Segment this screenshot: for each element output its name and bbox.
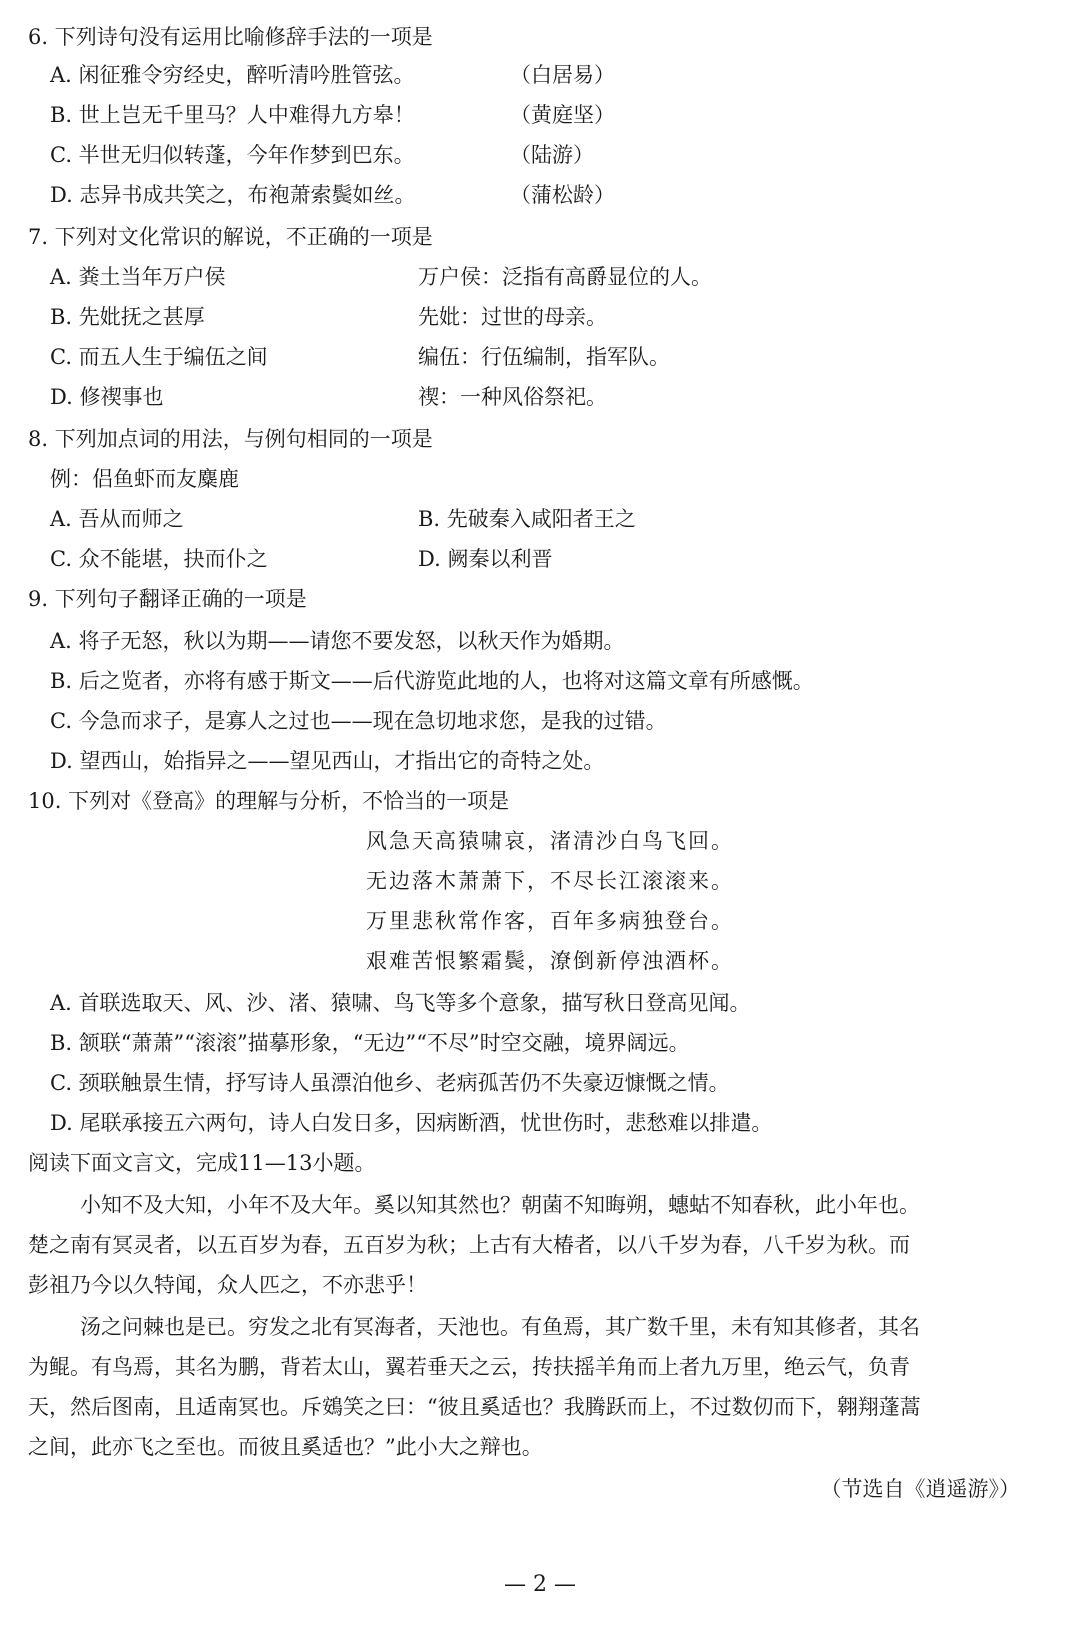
- poem-line-2: 无边落木萧萧下，不尽长江滚滚来。: [366, 869, 734, 893]
- q10-option-c: C. 颈联触景生情，抒写诗人虽漂泊他乡、老病孤苦仍不失豪迈慷慨之情。: [50, 1071, 730, 1095]
- q8-stem: 8. 下列加点词的用法，与例句相同的一项是: [28, 427, 433, 451]
- q7-option-a: A. 粪土当年万户侯 万户侯：泛指有高爵显位的人。: [0, 258, 1080, 296]
- q7-stem: 7. 下列对文化常识的解说，不正确的一项是: [28, 225, 433, 249]
- q6-option-c-author: （陆游）: [510, 143, 594, 167]
- q7-option-d: D. 修禊事也 禊：一种风俗祭祀。: [0, 378, 1080, 416]
- q6-stem: 6. 下列诗句没有运用比喻修辞手法的一项是: [28, 25, 433, 49]
- q7-option-c: C. 而五人生于编伍之间 编伍：行伍编制，指军队。: [0, 338, 1080, 376]
- poem-line-3: 万里悲秋常作客，百年多病独登台。: [366, 909, 734, 933]
- q10-option-b: B. 颔联“萧萧”“滚滚”描摹形象，“无边”“不尽”时空交融，境界阔远。: [50, 1031, 690, 1055]
- q7-option-a-explain: 万户侯：泛指有高爵显位的人。: [418, 265, 712, 289]
- q6-option-d: D. 志异书成共笑之，布袍萧索鬓如丝。 （蒲松龄）: [0, 176, 1080, 214]
- passage-2-line-4: 之间，此亦飞之至也。而彼且奚适也？”此小大之辩也。: [28, 1435, 543, 1459]
- q9-option-a: A. 将子无怒，秋以为期——请您不要发怒，以秋天作为婚期。: [50, 629, 625, 653]
- q7-option-b: B. 先妣抚之甚厚 先妣：过世的母亲。: [0, 298, 1080, 336]
- passage-2-line-3: 天，然后图南，且适南冥也。斥鴳笑之曰：“彼且奚适也？我腾跃而上，不过数仞而下，翱翔蓬蒿: [28, 1395, 921, 1419]
- q8-option-a: A. 吾从而师之: [50, 507, 184, 531]
- q7-option-b-explain: 先妣：过世的母亲。: [418, 305, 607, 329]
- q10-option-a: A. 首联选取天、风、沙、渚、猿啸、鸟飞等多个意象，描写秋日登高见闻。: [50, 991, 751, 1015]
- page-number: — 2 —: [504, 1572, 576, 1597]
- q6-option-c: C. 半世无归似转蓬，今年作梦到巴东。 （陆游）: [0, 136, 1080, 174]
- passage-1-line-2: 楚之南有冥灵者，以五百岁为春，五百岁为秋；上古有大椿者，以八千岁为春，八千岁为秋。而: [28, 1233, 910, 1257]
- source-row: [0, 1470, 1080, 1508]
- passage-1-line-1: 小知不及大知，小年不及大年。奚以知其然也？朝菌不知晦朔，蟪蛄不知春秋，此小年也。: [80, 1193, 920, 1217]
- source-citation: （节选自《逍遥游》）: [820, 1477, 1020, 1501]
- q7-option-d-explain: 禊：一种风俗祭祀。: [418, 385, 607, 409]
- passage-1-line-3: 彭祖乃今以久特闻，众人匹之，不亦悲乎！: [28, 1273, 427, 1297]
- q8-option-d: D. 阙秦以利晋: [418, 547, 553, 571]
- q10-stem: 10. 下列对《登高》的理解与分析，不恰当的一项是: [28, 789, 510, 813]
- q8-option-c: C. 众不能堪，抉而仆之: [50, 547, 268, 571]
- q9-stem: 9. 下列句子翻译正确的一项是: [28, 587, 307, 611]
- q8-option-b: B. 先破秦入咸阳者王之: [418, 507, 636, 531]
- q8-example: 例：侣鱼虾而友麋鹿: [50, 467, 239, 491]
- q7-option-c-explain: 编伍：行伍编制，指军队。: [418, 345, 670, 369]
- q9-option-b: B. 后之览者，亦将有感于斯文——后代游览此地的人，也将对这篇文章有所感慨。: [50, 669, 814, 693]
- q10-option-d: D. 尾联承接五六两句，诗人白发日多，因病断酒，忧世伤时，悲愁难以排遣。: [50, 1111, 773, 1135]
- q6-option-b-author: （黄庭坚）: [510, 103, 615, 127]
- poem-line-1: 风急天高猿啸哀，渚清沙白鸟飞回。: [366, 829, 734, 853]
- q6-option-d-author: （蒲松龄）: [510, 183, 615, 207]
- q9-option-d: D. 望西山，始指异之——望见西山，才指出它的奇特之处。: [50, 749, 605, 773]
- q9-option-c: C. 今急而求子，是寡人之过也——现在急切地求您，是我的过错。: [50, 709, 667, 733]
- passage-2-line-1: 汤之问棘也是已。穷发之北有冥海者，天池也。有鱼焉，其广数千里，未有知其修者，其名: [80, 1315, 920, 1339]
- q6-option-b: B. 世上岂无千里马？人中难得九方皋！ （黄庭坚）: [0, 96, 1080, 134]
- q8-options-row-1: [0, 500, 1080, 538]
- q8-options-row-2: [0, 540, 1080, 578]
- reading-intro: 阅读下面文言文，完成11—13小题。: [28, 1151, 376, 1175]
- passage-2-line-2: 为鲲。有鸟焉，其名为鹏，背若太山，翼若垂天之云，抟扶摇羊角而上者九万里，绝云气，负青: [28, 1355, 910, 1379]
- poem-line-4: 艰难苦恨繁霜鬓，潦倒新停浊酒杯。: [366, 949, 734, 973]
- q6-option-a-author: （白居易）: [510, 63, 615, 87]
- q6-option-a: A. 闲征雅令穷经史，醉听清吟胜管弦。 （白居易）: [0, 56, 1080, 94]
